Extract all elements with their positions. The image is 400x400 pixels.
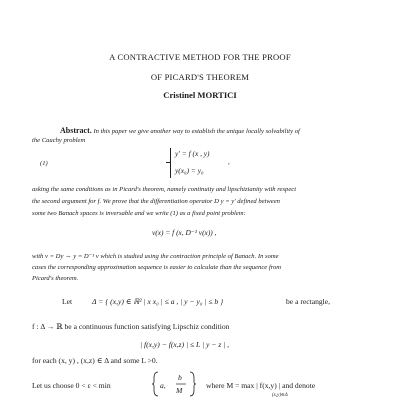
max-subscript: (x,y)∈Δ <box>272 393 288 398</box>
for-each-line: for each (x, y) , (x,z) ∈ Δ and some L >0. <box>32 356 158 365</box>
equation-initial-condition: y(x₀) = y₀ <box>175 166 204 175</box>
abstract-line-8: Picard's theorem. <box>32 275 79 282</box>
paper-title-line-1: A CONTRACTIVE METHOD FOR THE PROOF <box>109 52 291 62</box>
abstract-line-7: cases the corresponding approximation sequence is easier to calculate than the sequence from <box>32 264 282 271</box>
equation-number: (1) <box>40 160 48 167</box>
be-rectangle: be a rectangle, <box>286 297 331 306</box>
abstract-line-1 <box>60 126 300 135</box>
min-brace-group <box>152 370 196 398</box>
fixed-point-equation: v(x) = f (x, D⁻¹ v(x)) , <box>152 228 217 237</box>
system-brace-tip <box>166 162 170 163</box>
equation-comma: , <box>228 158 230 166</box>
let-us-choose: Let us choose 0 < ε < min <box>32 381 111 390</box>
equation-ode: y′ = f (x , y) <box>175 149 210 158</box>
system-brace <box>170 148 171 178</box>
paper-title-line-2: OF PICARD'S THEOREM <box>150 72 250 82</box>
delta-definition: Δ = { (x,y) ∈ ℝ² | x x₀ | ≤ a , | y − y₀ | ≤ b } <box>92 297 224 306</box>
function-definition: f : Δ → ℝ be a continuous function satisfying Lipschiz condition <box>32 322 230 331</box>
abstract-line-4: the second argument for f. We prove that the differentiation operator D y = y′ defined between <box>32 198 280 205</box>
min-term-a: a, <box>160 381 166 390</box>
abstract-line-3: asking the same conditions as in Picard's theorem, namely continuity and lipschizianity with respect <box>32 186 297 193</box>
abstract-line-2: the Cauchy problem <box>32 137 86 144</box>
abstract-label: Abstract. <box>60 126 92 135</box>
where-max-text: where M = max | f(x,y) | and denote <box>206 381 316 390</box>
min-fraction-numerator: b <box>178 373 182 382</box>
abstract-line-5: some two Banach spaces is inversable and we write (1) as a fixed point problem: <box>32 210 246 217</box>
min-fraction-denominator: M <box>176 386 183 395</box>
body-let: Let <box>62 297 73 306</box>
lipschitz-condition: | f(x,y) − f(x,z) | ≤ L | y − z | , <box>140 340 230 349</box>
author-name: Cristinel MORTICI <box>163 90 237 100</box>
abstract-line-6: with v = Dy ⇔ y = D⁻¹ v which is studied using the contraction principle of Banach. In some <box>32 253 279 260</box>
abstract-text-1: In this paper we give another way to establish the unique locally solvability of <box>93 128 300 135</box>
